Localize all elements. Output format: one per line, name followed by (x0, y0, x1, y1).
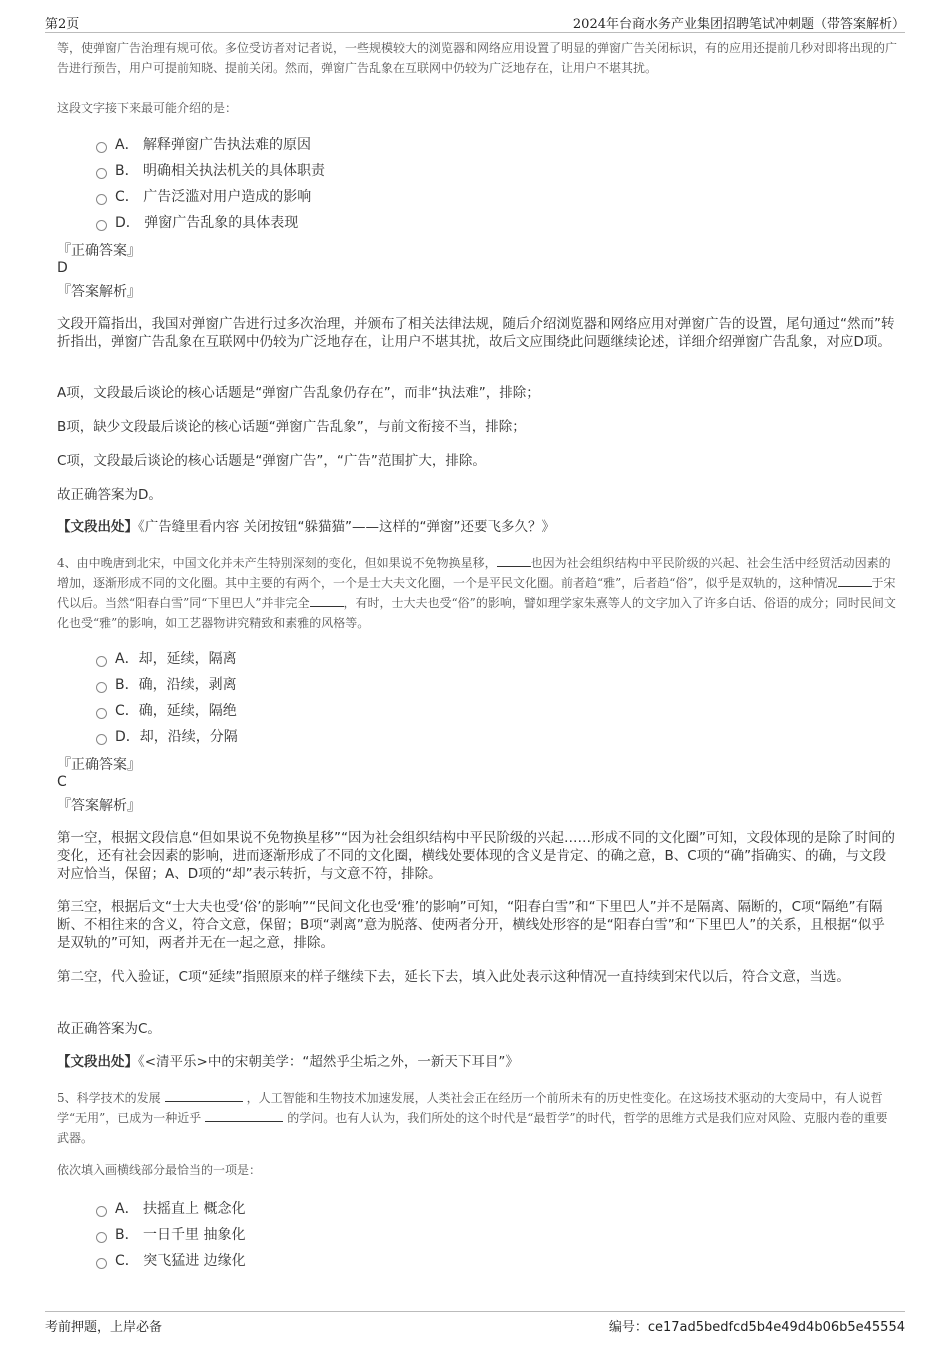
q3-analysis-a: A项，文段最后谈论的核心话题是“弹窗广告乱象仍存在”，而非“执法难”，排除； (57, 385, 540, 401)
q4-option-b[interactable]: B．确，沿续，剥离 (96, 674, 237, 696)
q5-option-a[interactable]: A． 扶摇直上 概念化 (96, 1198, 245, 1220)
q4-analysis-blank1: 第一空，根据文段信息“但如果说不免物换星移”“因为社会组织结构中平民阶级的兴起……形成不同的文化圈”可知，文段体现的是除了时间的变化，还有社会因素的影响，进而逐渐形成了不同的文化圈，横线处要体现的含义是肯定、的确之意，B、C项的“确”指确实、的确，与文段对应恰当，保留；A、D项的“却”表示转折，与文意不符，排除。 (57, 830, 895, 882)
page-header (45, 10, 905, 33)
q4-answer-label: 『正确答案』 (57, 757, 141, 773)
fill-blank (205, 1109, 283, 1122)
q5-option-b[interactable]: B． 一日千里 抽象化 (96, 1224, 246, 1246)
radio-icon[interactable] (96, 682, 107, 693)
footer-slogan: 考前押题，上岸必备 (45, 1320, 163, 1335)
radio-icon[interactable] (96, 1232, 107, 1243)
page-number: 第2页 (45, 17, 80, 32)
q3-option-a[interactable]: A． 解释弹窗广告执法难的原因 (96, 134, 311, 156)
q4-option-c[interactable]: C．确，延续，隔绝 (96, 700, 237, 722)
q3-analysis-main: 文段开篇指出，我国对弹窗广告进行过多次治理，并颁布了相关法律法规，随后介绍浏览器和网络应用对弹窗广告的设置，尾句通过“然而”转折指出，弹窗广告乱象在互联网中仍较为广泛地存在，让用户不堪其扰，故后文应围绕此问题继续论述，详细介绍弹窗广告乱象，对应D项。 (57, 316, 895, 350)
q3-question: 这段文字接下来最可能介绍的是： (57, 101, 238, 115)
fill-blank (838, 574, 872, 587)
q4-answer: C (57, 774, 67, 790)
q4-option-a[interactable]: A．却，延续，隔离 (96, 648, 237, 670)
q5-option-c[interactable]: C． 突飞猛进 边缘化 (96, 1250, 246, 1272)
document-title: 2024年台商水务产业集团招聘笔试冲刺题（带答案解析） (572, 17, 905, 32)
q3-analysis-label: 『答案解析』 (57, 284, 141, 300)
q4-analysis-blank3: 第三空，根据后文“士大夫也受‘俗’的影响”“民间文化也受‘雅’的影响”可知，“阳春白雪”和“下里巴人”并不是隔离、隔断的，C项“隔绝”有隔断、不相往来的含义，符合文意，保留；B项“剥离”意为脱落、使两者分开，横线处形容的是“阳春白雪”和“下里巴人”的关系，且根据“似乎是双轨的”可知，两者并无在一起之意，排除。 (57, 899, 885, 951)
q4-passage: 4、由中晚唐到北宋，中国文化并未产生特别深刻的变化，但如果说不免物换星移， 也因为社会组织结构中平民阶级的兴起、社会生活中经贸活动因素的增加，逐渐形成不同的文化圈。其中主要的有两个，一个是士大夫文化圈，一个是平民文化圈。前者趋“雅”，后者趋“俗”，似乎是双轨的，这种情况 于宋代以后。当然“阳春白雪”同“下里巴人”并非完全 ，有时，士大夫也受“俗”的影响，譬如理学家朱熹等人的文字加入了许多白话、俗语的成分；同时民间文化也受“雅”的影响，如工艺器物讲究精致和素雅的风格等。 (57, 556, 896, 630)
q5-question: 依次填入画横线部分最恰当的一项是： (57, 1163, 262, 1177)
q4-source: 【文段出处】《<清平乐>中的宋朝美学：“超然乎尘垢之外，一新天下耳目”》 (57, 1054, 519, 1070)
q3-option-c[interactable]: C． 广告泛滥对用户造成的影响 (96, 186, 311, 208)
fill-blank (497, 554, 531, 567)
q4-analysis-conclusion: 故正确答案为C。 (57, 1021, 161, 1037)
q5-passage: 5、科学技术的发展 ，人工智能和生物技术加速发展，人类社会正在经历一个前所未有的历史性变化。在这场技术驱动的大变局中，有人说哲学“无用”，已成为一种近乎 的学问。也有人认为，我们所处的这个时代是“最哲学”的时代，哲学的思维方式是我们应对风险、克服内卷的重要武器。 (57, 1091, 888, 1145)
q3-passage: 等，使弹窗广告治理有规可依。多位受访者对记者说，一些规模较大的浏览器和网络应用设置了明显的弹窗广告关闭标识，有的应用还提前几秒对即将出现的广告进行预告，用户可提前知晓、提前关闭。然而，弹窗广告乱象在互联网中仍较为广泛地存在，让用户不堪其扰。 (57, 41, 898, 75)
q3-option-d[interactable]: D． 弹窗广告乱象的具体表现 (96, 212, 298, 234)
q3-analysis-c: C项，文段最后谈论的核心话题是“弹窗广告”，“广告”范围扩大，排除。 (57, 453, 486, 469)
q4-option-d[interactable]: D．却，沿续，分隔 (96, 726, 238, 748)
fill-blank (310, 594, 344, 607)
radio-icon[interactable] (96, 1258, 107, 1269)
q3-source: 【文段出处】《广告缝里看内容 关闭按钮“躲猫猫”——这样的“弹窗”还要飞多久？》 (57, 519, 556, 535)
document-id: 编号：ce17ad5bedfcd5b4e49d4b06b5e45554 (608, 1320, 905, 1335)
radio-icon[interactable] (96, 734, 107, 745)
q3-analysis-b: B项，缺少文段最后谈论的核心话题“弹窗广告乱象”，与前文衔接不当，排除； (57, 419, 526, 435)
q3-option-b[interactable]: B． 明确相关执法机关的具体职责 (96, 160, 325, 182)
q3-answer-label: 『正确答案』 (57, 243, 141, 259)
q3-answer: D (57, 260, 68, 276)
radio-icon[interactable] (96, 194, 107, 205)
fill-blank (165, 1089, 243, 1102)
radio-icon[interactable] (96, 220, 107, 231)
q3-analysis-conclusion: 故正确答案为D。 (57, 487, 162, 503)
q4-analysis-label: 『答案解析』 (57, 798, 141, 814)
radio-icon[interactable] (96, 168, 107, 179)
radio-icon[interactable] (96, 1206, 107, 1217)
radio-icon[interactable] (96, 656, 107, 667)
radio-icon[interactable] (96, 708, 107, 719)
radio-icon[interactable] (96, 142, 107, 153)
q4-analysis-blank2: 第二空，代入验证，C项“延续”指照原来的样子继续下去，延长下去，填入此处表示这种情况一直持续到宋代以后，符合文意，当选。 (57, 969, 850, 985)
page-footer (45, 1311, 905, 1336)
